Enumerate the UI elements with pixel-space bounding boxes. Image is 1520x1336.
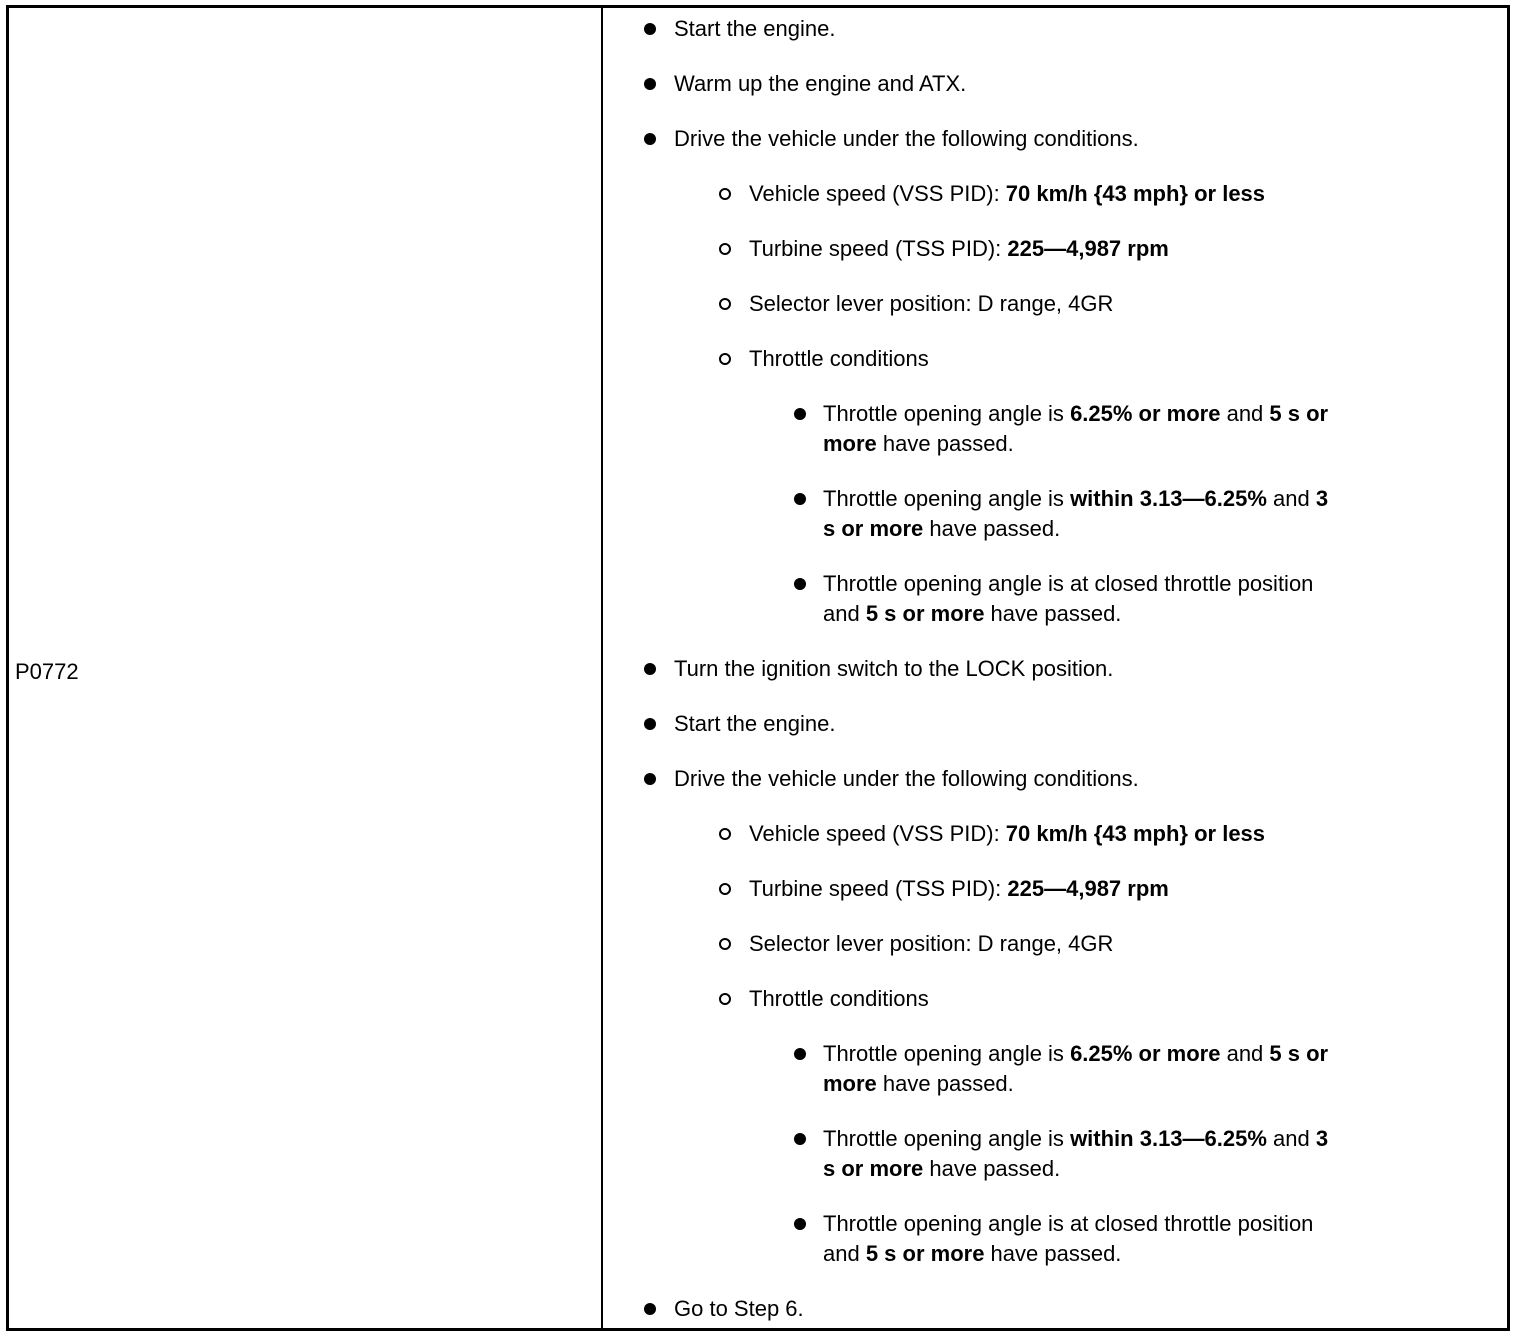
bullet-icon — [644, 718, 656, 730]
throttle-condition-1-line1: Throttle opening angle is 6.25% or more and 5 s or — [823, 401, 1329, 426]
condition-vehicle-speed: Vehicle speed (VSS PID): 70 km/h {43 mph} or less — [749, 821, 1266, 846]
step-start-engine-2: Start the engine. — [674, 711, 836, 736]
throttle-condition-2-line2: s or more have passed. — [823, 1156, 1061, 1181]
bullet-icon — [794, 1048, 806, 1060]
step-start-engine: Start the engine. — [674, 16, 836, 41]
bullet-icon — [644, 1303, 656, 1315]
throttle-condition-3-line2: and 5 s or more have passed. — [823, 1241, 1122, 1266]
condition-vehicle-speed: Vehicle speed (VSS PID): 70 km/h {43 mph} or less — [749, 181, 1266, 206]
throttle-condition-2-line2: s or more have passed. — [823, 516, 1061, 541]
circle-bullet-icon — [719, 298, 731, 310]
bullet-icon — [794, 1133, 806, 1145]
bullet-icon — [644, 773, 656, 785]
circle-bullet-icon — [719, 883, 731, 895]
bullet-icon — [644, 663, 656, 675]
throttle-condition-2-line1: Throttle opening angle is within 3.13—6.25% and 3 — [823, 1126, 1329, 1151]
bullet-icon — [644, 23, 656, 35]
bullet-icon — [794, 578, 806, 590]
dtc-code-cell: P0772 — [15, 659, 79, 684]
step-go-to-step-6: Go to Step 6. — [674, 1296, 804, 1321]
condition-throttle: Throttle conditions — [749, 986, 929, 1011]
step-drive: Drive the vehicle under the following conditions. — [674, 126, 1139, 151]
circle-bullet-icon — [719, 188, 731, 200]
circle-bullet-icon — [719, 243, 731, 255]
step-drive-2: Drive the vehicle under the following conditions. — [674, 766, 1139, 791]
bullet-icon — [644, 133, 656, 145]
column-divider — [601, 8, 603, 1328]
bullet-icon — [794, 408, 806, 420]
circle-bullet-icon — [719, 938, 731, 950]
throttle-condition-3-line1: Throttle opening angle is at closed throttle position — [823, 571, 1314, 596]
condition-selector-lever: Selector lever position: D range, 4GR — [749, 931, 1114, 956]
throttle-condition-1-line1: Throttle opening angle is 6.25% or more and 5 s or — [823, 1041, 1329, 1066]
throttle-condition-3-line1: Throttle opening angle is at closed throttle position — [823, 1211, 1314, 1236]
step-ignition-lock: Turn the ignition switch to the LOCK position. — [674, 656, 1114, 681]
throttle-condition-1-line2: more have passed. — [823, 431, 1014, 456]
throttle-condition-3-line2: and 5 s or more have passed. — [823, 601, 1122, 626]
circle-bullet-icon — [719, 828, 731, 840]
condition-turbine-speed: Turbine speed (TSS PID): 225—4,987 rpm — [749, 876, 1169, 901]
throttle-condition-2-line1: Throttle opening angle is within 3.13—6.25% and 3 — [823, 486, 1329, 511]
step-warm-up: Warm up the engine and ATX. — [674, 71, 967, 96]
circle-bullet-icon — [719, 993, 731, 1005]
bullet-icon — [794, 493, 806, 505]
throttle-condition-1-line2: more have passed. — [823, 1071, 1014, 1096]
condition-throttle: Throttle conditions — [749, 346, 929, 371]
condition-selector-lever: Selector lever position: D range, 4GR — [749, 291, 1114, 316]
bullet-icon — [644, 78, 656, 90]
circle-bullet-icon — [719, 353, 731, 365]
condition-turbine-speed: Turbine speed (TSS PID): 225—4,987 rpm — [749, 236, 1169, 261]
bullet-icon — [794, 1218, 806, 1230]
